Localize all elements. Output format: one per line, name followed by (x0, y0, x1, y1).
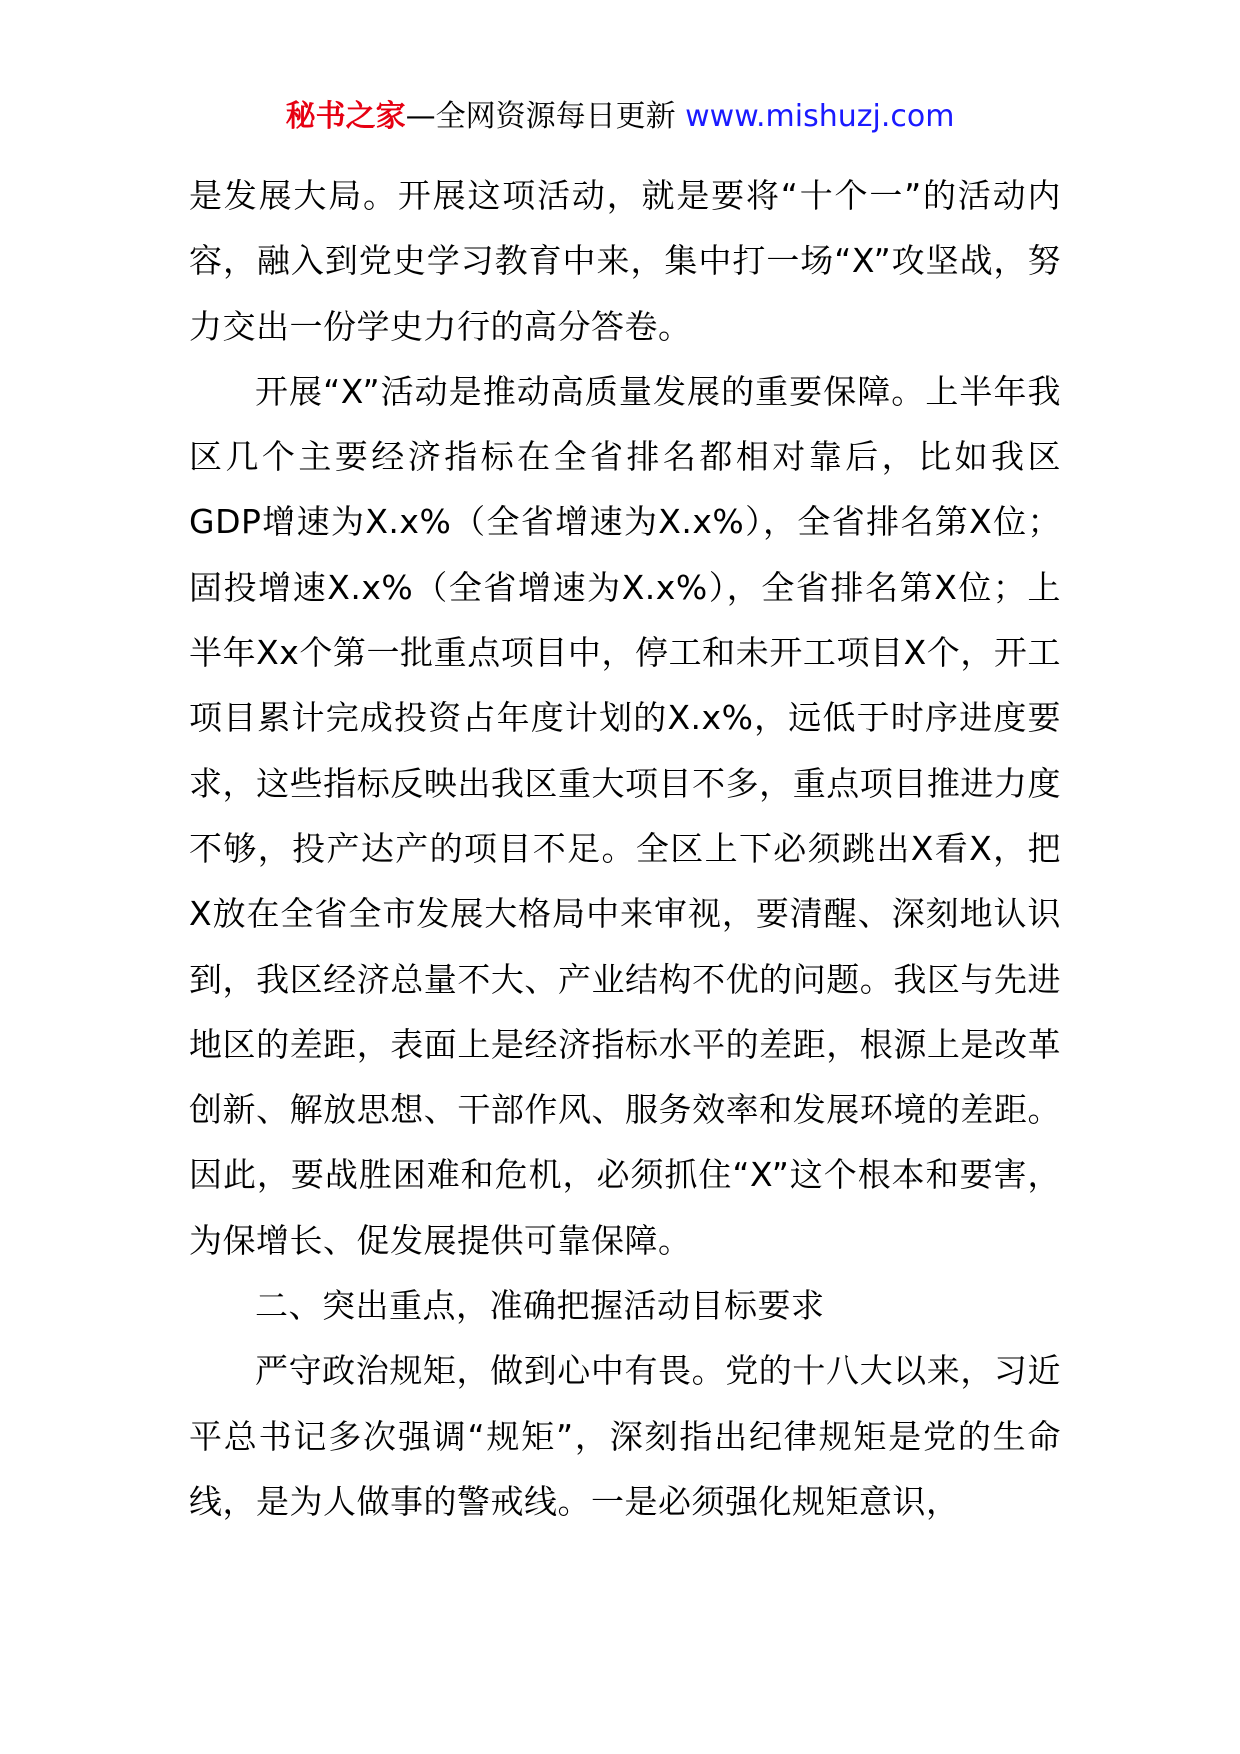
paragraph-political-rules: 严守政治规矩，做到心中有畏。党的十八大以来，习近平总书记多次强调“规矩”，深刻指出纪律规矩是党的生命线，是为人做事的警戒线。一是必须强化规矩意识， (189, 1351, 1061, 1521)
section-heading: 二、突出重点，准确把握活动目标要求 (255, 1286, 825, 1326)
page-header (0, 97, 1240, 137)
header-url-link[interactable]: www.mishuzj.com (685, 99, 955, 134)
paragraph-guarantee: 开展“X”活动是推动高质量发展的重要保障。上半年我区几个主要经济指标在全省排名都相对靠后，比如我区GDP增速为X.x%（全省增速为X.x%），全省排名第X位；固投增速X.x%（全省增速为X.x%），全省排名第X位；上半年Xx个第一批重点项目中，停工和未开工项目X个，开工项目累计完成投资占年度计划的X.x%，远低于时序进度要求，这些指标反映出我区重大项目不多，重点项目推进力度不够，投产达产的项目不足。全区上下必须跳出X看X，把X放在全省全市发展大格局中来审视，要清醒、深刻地认识到，我区经济总量不大、产业结构不优的问题。我区与先进地区的差距，表面上是经济指标水平的差距，根源上是改革创新、解放思想、干部作风、服务效率和发展环境的差距。因此，要战胜困难和危机，必须抓住“X”这个根本和要害，为保增长、促发展提供可靠保障。 (189, 371, 1061, 1260)
header-brand: 秘书之家 (285, 99, 406, 134)
document-body (189, 163, 1061, 1534)
header-slogan: —全网资源每日更新 (405, 99, 676, 134)
paragraph-continuation: 是发展大局。开展这项活动，就是要将“十个一”的活动内容，融入到党史学习教育中来，集中打一场“X”攻坚战，努力交出一份学史力行的高分答卷。 (189, 176, 1061, 346)
